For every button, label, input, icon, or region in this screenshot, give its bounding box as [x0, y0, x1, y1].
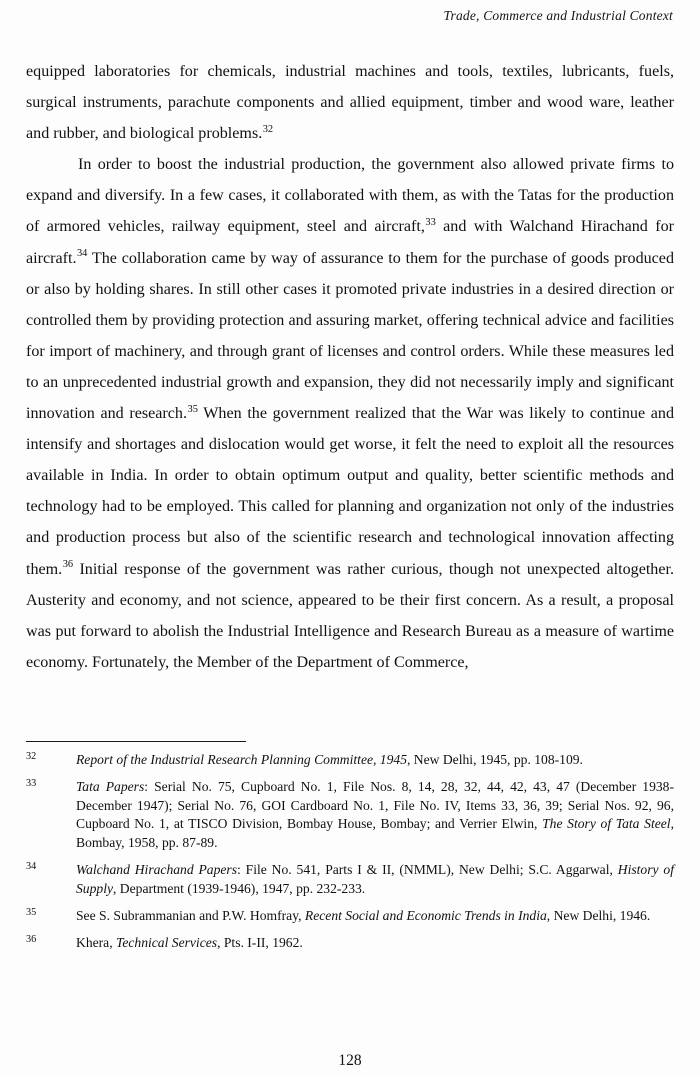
- paragraph-2-segment-a: In order to boost the industrial production, the government also allowed private firms to expand and diversify. In a few cases, it collaborated with them, as with the Tatas for the production of armored vehicles, railway equipment, steel and aircraft,: [26, 156, 674, 236]
- paragraph-1: [26, 56, 674, 149]
- paragraph-2-segment-e: Initial response of the government was rather curious, though not unexpected altogether. Austerity and economy, and not science, appeared to be their first concern. As a result, a proposal was put forward to abolish the Industrial Intelligence and Research Bureau as a measure of wartime economy. Fortunately, the Member of the Department of Commerce,: [26, 560, 674, 671]
- footnote-35-number: 35: [26, 906, 37, 918]
- footnote-34: [26, 861, 674, 898]
- footnote-32-rest: , New Delhi, 1945, pp. 108-109.: [407, 752, 583, 767]
- footnote-33-title-2: The Story of Tata Steel: [542, 816, 671, 832]
- footnote-marker-34[interactable]: 34: [76, 248, 88, 260]
- footnote-34-title-2: History of Supply: [76, 861, 674, 896]
- footnote-marker-33[interactable]: 33: [425, 217, 436, 229]
- footnote-32-number: 32: [26, 751, 37, 762]
- footnote-36: [26, 934, 674, 953]
- footnote-34-rest: : File No. 541, Parts I & II, (NMML), New Delhi; S.C. Aggarwal,: [237, 861, 618, 877]
- footnote-marker-36[interactable]: 36: [62, 559, 74, 571]
- running-head: Trade, Commerce and Industrial Context: [443, 8, 673, 23]
- paragraph-1-text: equipped laboratories for chemicals, industrial machines and tools, textiles, lubricants, fuels, surgical instruments, parachute components and allied equipment, timber and wood ware, leather and rubber, and biological problems.: [26, 63, 674, 143]
- footnote-marker-32[interactable]: 32: [262, 123, 274, 135]
- footnote-area: [26, 741, 674, 952]
- footnote-35: [26, 907, 674, 926]
- paragraph-2-segment-c: The collaboration came by way of assurance to them for the purchase of goods produced or also by holding shares. In still other cases it promoted private industries in a desired direction or controlled them by providing protection and assuring market, offering technical advice and facilities for import of machinery, and through grant of licenses and control orders. While these measures led to an unprecedented industrial growth and expansion, they did not necessarily imply and significant innovation and research.: [26, 249, 674, 423]
- footnote-separator-rule: [26, 741, 246, 742]
- footnote-35-title: Recent Social and Economic Trends in India: [304, 907, 547, 923]
- body-text-block: [26, 56, 674, 678]
- footnote-35-rest: , New Delhi, 1946.: [546, 907, 651, 923]
- footnote-33-title: Tata Papers: [76, 779, 145, 795]
- footnote-33: [26, 778, 674, 852]
- footnote-34-title: Walchand Hirachand Papers: [76, 861, 238, 877]
- footnote-marker-35[interactable]: 35: [187, 403, 198, 415]
- paragraph-2-segment-b: and with Walchand Hirachand for aircraft.: [26, 218, 674, 267]
- footnote-36-rest: , Pts. I-II, 1962.: [217, 934, 303, 950]
- footnote-32-text: [76, 752, 583, 767]
- footnote-36-text: [76, 935, 303, 950]
- footnote-33-text: [76, 779, 674, 850]
- footnote-32-title: Report of the Industrial Research Planning Committee, 1945: [76, 752, 407, 767]
- page-number: 128: [338, 1052, 362, 1069]
- footnote-32: [26, 751, 674, 770]
- paragraph-2-segment-d: When the government realized that the War was likely to continue and intensify and shortages and dislocation would get worse, it felt the need to exploit all the resources available in India. In order to obtain optimum output and quality, better scientific methods and technology had to be employed. This called for planning and organization not only of the industries and production process but also of the scientific research and technological innovation affecting them.: [26, 405, 674, 578]
- footnote-35-text: [76, 908, 650, 923]
- footnote-35-lead: See S. Subrammanian and P.W. Homfray,: [76, 907, 305, 923]
- footnote-33-rest-2: , Bombay, 1958, pp. 87-89.: [76, 816, 674, 850]
- footnote-34-rest-2: , Department (1939-1946), 1947, pp. 232-233.: [113, 880, 366, 896]
- footnote-33-rest: : Serial No. 75, Cupboard No. 1, File Nos. 8, 14, 28, 32, 44, 42, 43, 47 (December 1938-December 1947); Serial No. 76, GOI Cardboard No. 1, File No. IV, Items 33, 36, 39; Serial Nos. 92, 96, Cupboard No. 1, at TISCO Division, Bombay House, Bombay; and Verrier Elwin,: [76, 779, 675, 832]
- footnote-34-number: 34: [26, 860, 37, 872]
- footnote-36-title: Technical Services: [116, 934, 218, 950]
- footnote-36-number: 36: [26, 933, 37, 945]
- footnote-34-text: [76, 862, 674, 896]
- footnote-36-lead: Khera,: [76, 934, 117, 950]
- paragraph-2: [26, 149, 674, 678]
- footnote-33-number: 33: [26, 778, 37, 790]
